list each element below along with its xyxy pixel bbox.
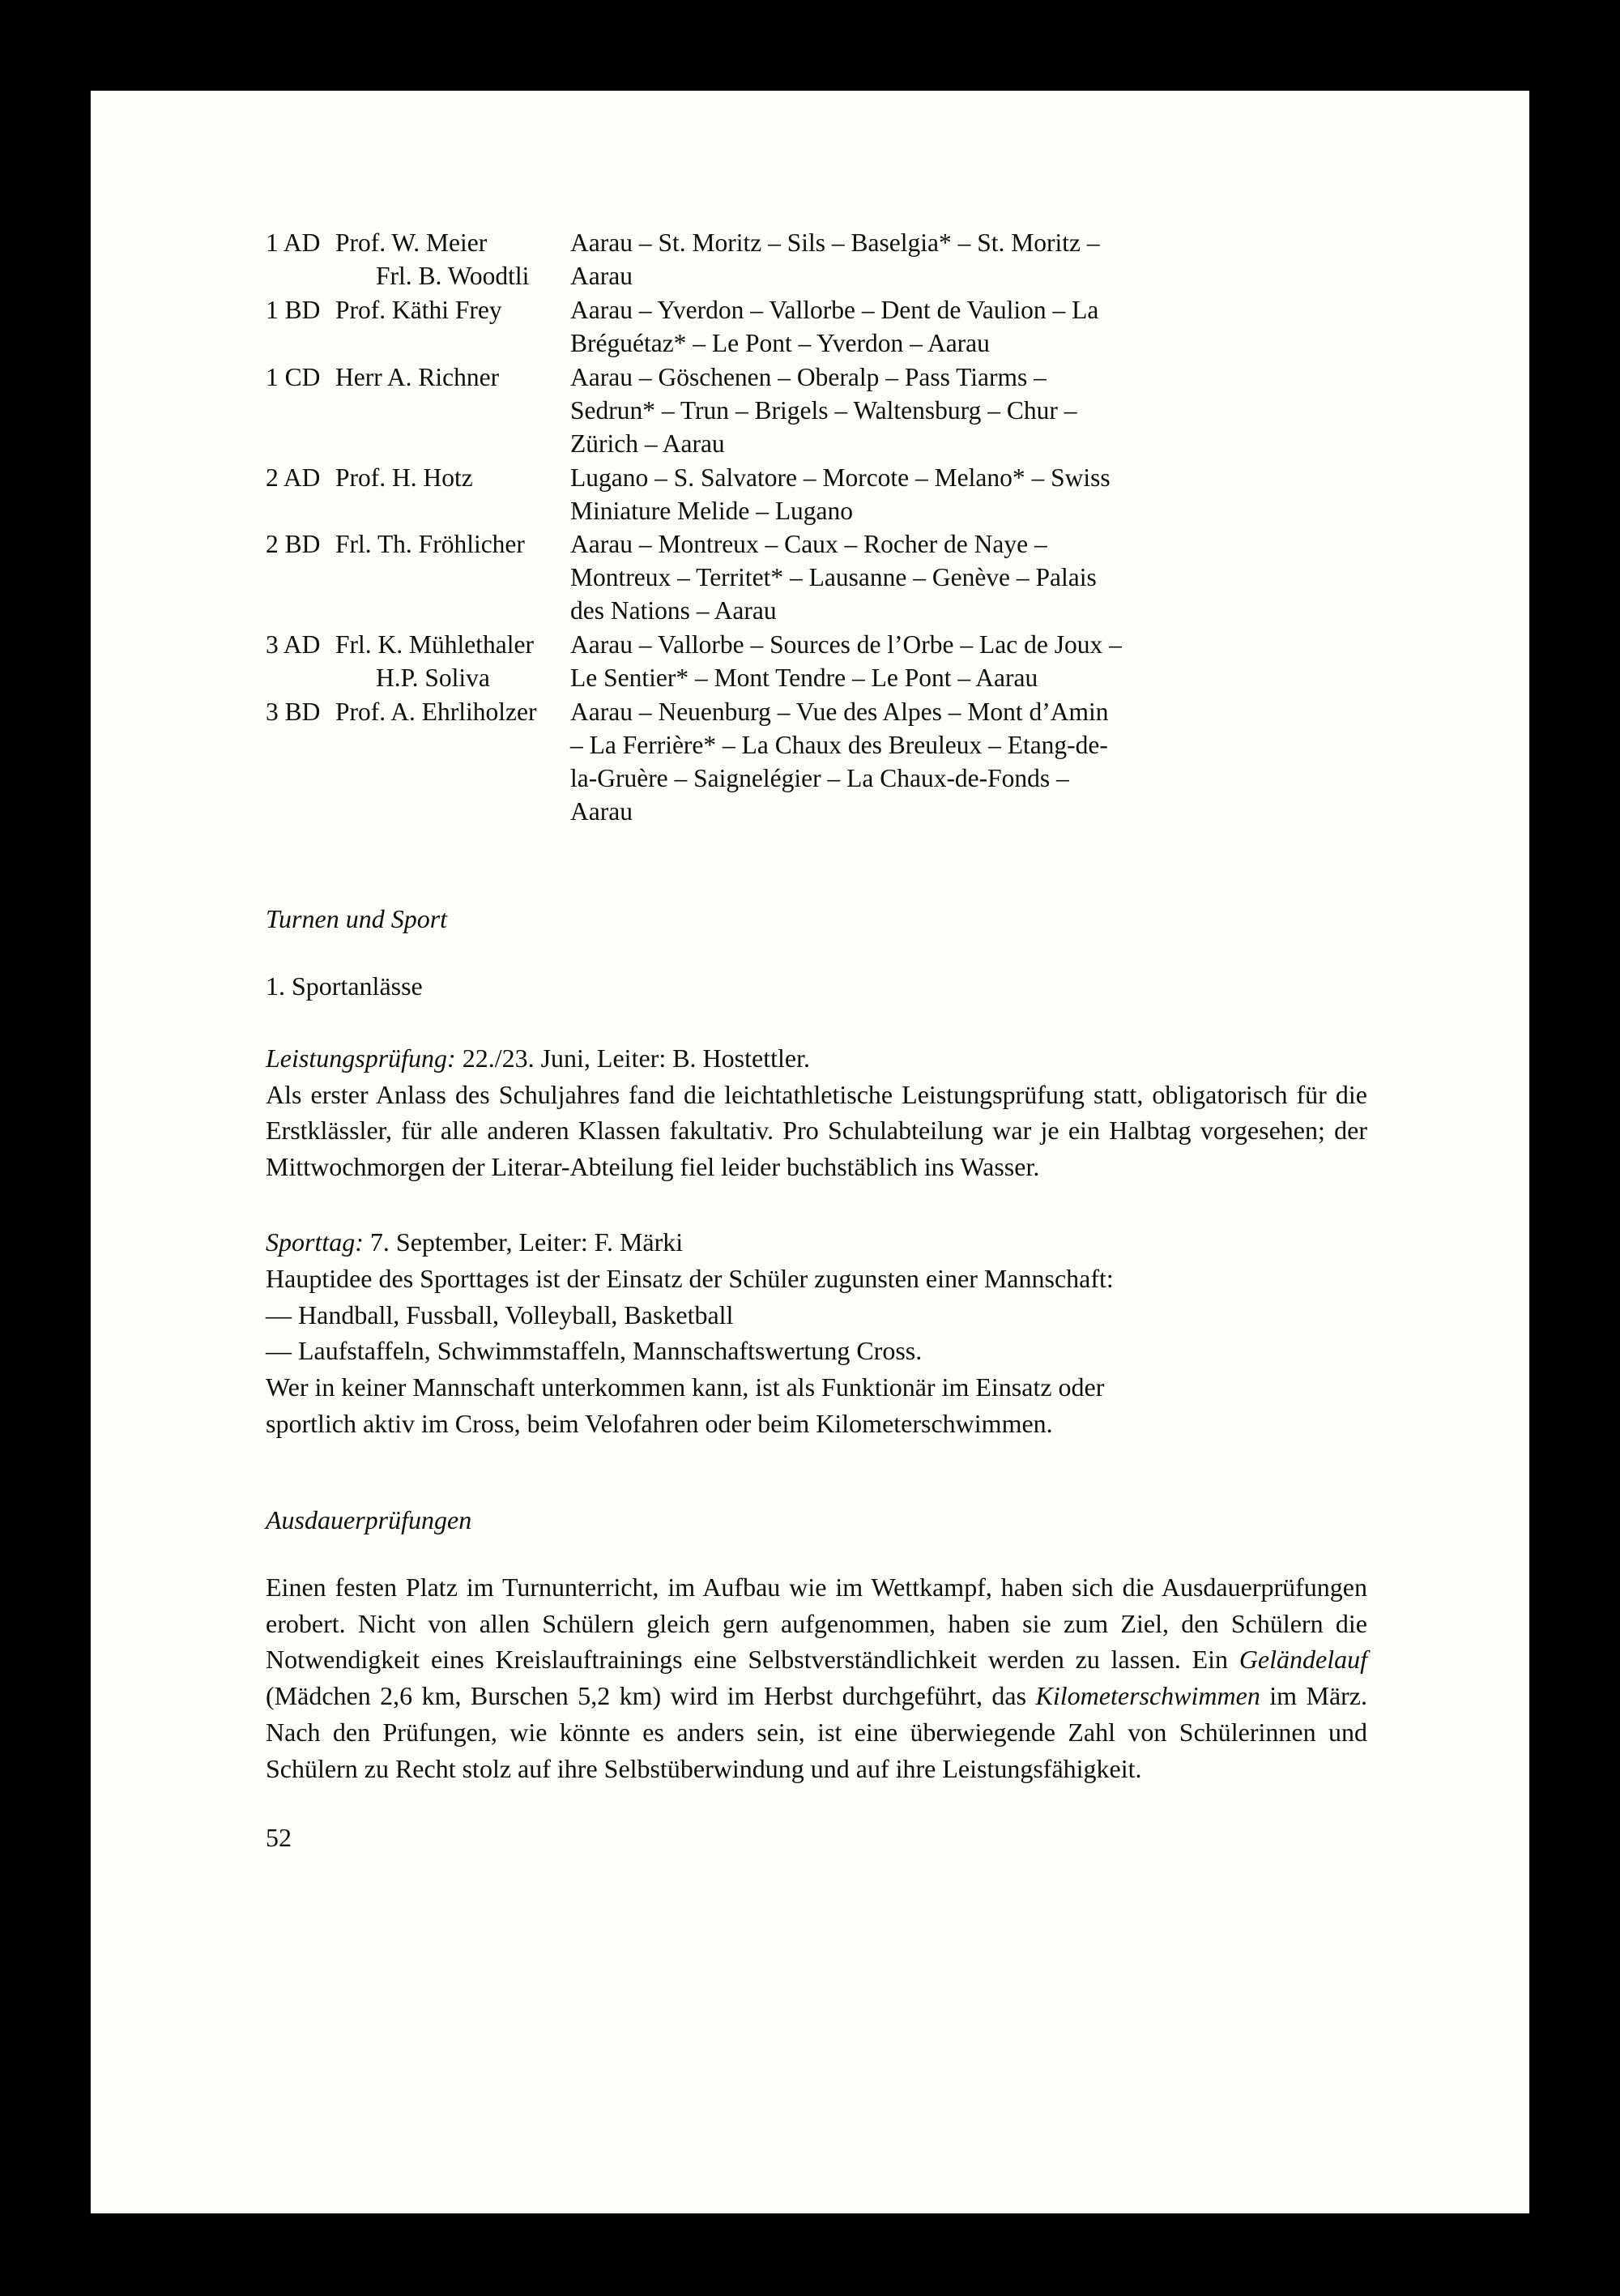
excursion-route bbox=[570, 629, 1367, 696]
excursion-route bbox=[570, 361, 1367, 462]
endurance-italic-gelaendelauf: Geländelauf bbox=[1238, 1645, 1367, 1675]
event-heading-leistungspruefung bbox=[266, 1040, 1367, 1077]
excursion-code: 2 AD bbox=[266, 463, 321, 492]
excursion-code: 3 BD bbox=[266, 698, 321, 727]
event-heading-sporttag bbox=[266, 1224, 1367, 1261]
table-row bbox=[266, 629, 1367, 696]
event-label-rest: 7. September, Leiter: F. Märki bbox=[363, 1227, 684, 1257]
leader-primary: Prof. W. Meier bbox=[335, 228, 488, 257]
endurance-text-3: im März. Nach den Prüfungen, wie könnte es anders sein, ist eine überwiegende Zahl von Schülerinnen und Schülern zu Recht stolz auf ihre Selbstüberwindung und auf ihre Leistungsfähigkeit. bbox=[266, 1681, 1368, 1783]
route-line: Miniature Melide – Lugano bbox=[570, 496, 854, 525]
endurance-text-1: Einen festen Platz im Turnunterricht, im Aufbau wie im Wettkampf, haben sich die Ausdauerprüfungen erobert. Nicht von allen Schülern gleich gern aufgenommen, haben sie zum Ziel, den Schülern die Notwendigkeit eines Kreislauftrainings eine Selbstverständlichkeit werden zu lassen. Ein bbox=[266, 1572, 1367, 1675]
leader-primary: Prof. A. Ehrliholzer bbox=[335, 698, 537, 727]
leader-primary: Herr A. Richner bbox=[335, 362, 500, 391]
excursion-route bbox=[570, 528, 1367, 629]
table-row bbox=[266, 696, 1367, 830]
subheading-ausdauerpruefungen: Ausdauerprüfungen bbox=[266, 1504, 472, 1534]
route-line: des Nations – Aarau bbox=[570, 596, 777, 625]
route-line: Aarau – Göschenen – Oberalp – Pass Tiarms – bbox=[570, 362, 1047, 391]
body-line: Wer in keiner Mannschaft unterkommen kann, ist als Funktionär im Einsatz oder bbox=[266, 1372, 1105, 1402]
body-line: sportlich aktiv im Cross, beim Velofahren oder beim Kilometerschwimmen. bbox=[266, 1409, 1053, 1439]
endurance-italic-kilometerschwimmen: Kilometerschwimmen bbox=[1035, 1681, 1260, 1711]
body-line: — Laufstaffeln, Schwimmstaffeln, Mannschaftswertung Cross. bbox=[266, 1336, 923, 1366]
leader-primary: Frl. Th. Fröhlicher bbox=[335, 530, 525, 559]
excursion-leaders bbox=[335, 629, 570, 696]
route-line: Sedrun* – Trun – Brigels – Waltensburg – Chur – bbox=[570, 395, 1077, 425]
route-line: Aarau bbox=[570, 796, 633, 826]
event-body-sporttag bbox=[266, 1261, 1367, 1442]
table-row bbox=[266, 227, 1367, 294]
excursion-code: 1 BD bbox=[266, 295, 321, 324]
endurance-text-2: (Mädchen 2,6 km, Burschen 5,2 km) wird im Herbst durchgeführt, das bbox=[266, 1681, 1036, 1711]
route-line: Zürich – Aarau bbox=[570, 429, 725, 458]
route-line: Bréguétaz* – Le Pont – Yverdon – Aarau bbox=[570, 328, 990, 357]
excursion-leaders bbox=[335, 294, 570, 361]
body-line: — Handball, Fussball, Volleyball, Basketball bbox=[266, 1300, 734, 1329]
excursion-route bbox=[570, 227, 1367, 294]
table-row bbox=[266, 462, 1367, 529]
body-line: Hauptidee des Sporttages ist der Einsatz der Schüler zugunsten einer Mannschaft: bbox=[266, 1263, 1114, 1293]
excursion-code: 3 AD bbox=[266, 630, 321, 659]
leader-primary: Frl. K. Mühlethaler bbox=[335, 630, 534, 659]
excursion-code: 1 AD bbox=[266, 228, 321, 257]
route-line: Aarau – St. Moritz – Sils – Baselgia* – St. Moritz – bbox=[570, 228, 1100, 257]
leader-secondary: Frl. B. Woodtli bbox=[376, 261, 530, 290]
leader-primary: Prof. H. Hotz bbox=[335, 463, 473, 492]
route-line: Aarau – Vallorbe – Sources de l’Orbe – Lac de Joux – bbox=[570, 630, 1122, 659]
excursion-leaders bbox=[335, 696, 570, 830]
excursion-code: 2 BD bbox=[266, 530, 321, 559]
table-row bbox=[266, 361, 1367, 462]
route-line: – La Ferrière* – La Chaux des Breuleux – Etang-de- bbox=[570, 731, 1108, 760]
route-line: Aarau – Montreux – Caux – Rocher de Naye – bbox=[570, 530, 1047, 559]
route-line: Aarau – Yverdon – Vallorbe – Dent de Vaulion – La bbox=[570, 295, 1099, 324]
route-line: Montreux – Territet* – Lausanne – Genève – Palais bbox=[570, 563, 1097, 592]
excursion-code: 1 CD bbox=[266, 362, 321, 391]
page-content bbox=[266, 227, 1367, 1853]
leader-secondary: H.P. Soliva bbox=[376, 664, 490, 693]
excursions-body bbox=[266, 227, 1367, 830]
excursion-route bbox=[570, 696, 1367, 830]
route-line: Le Sentier* – Mont Tendre – Le Pont – Aarau bbox=[570, 664, 1038, 693]
event-label: Sporttag: bbox=[266, 1227, 364, 1257]
section-title-sport: Turnen und Sport bbox=[266, 903, 448, 933]
excursion-leaders bbox=[335, 227, 570, 294]
event-label-rest: 22./23. Juni, Leiter: B. Hostettler. bbox=[455, 1043, 810, 1073]
table-row bbox=[266, 528, 1367, 629]
excursion-route bbox=[570, 294, 1367, 361]
excursion-leaders bbox=[335, 462, 570, 529]
excursions-table bbox=[266, 227, 1367, 830]
endurance-body bbox=[266, 1569, 1367, 1787]
route-line: Lugano – S. Salvatore – Morcote – Melano* – Swiss bbox=[570, 463, 1111, 492]
excursion-route bbox=[570, 462, 1367, 529]
event-label: Leistungsprüfung: bbox=[266, 1043, 456, 1073]
route-line: la-Gruère – Saignelégier – La Chaux-de-Fonds – bbox=[570, 764, 1069, 792]
route-line: Aarau – Neuenburg – Vue des Alpes – Mont d’Amin bbox=[570, 698, 1109, 727]
leader-primary: Prof. Käthi Frey bbox=[335, 295, 502, 324]
excursion-leaders bbox=[335, 528, 570, 629]
route-line: Aarau bbox=[570, 261, 633, 290]
subheading-sportanlaesse: 1. Sportanlässe bbox=[266, 971, 423, 1001]
page-number: 52 bbox=[266, 1822, 292, 1852]
table-row bbox=[266, 294, 1367, 361]
document-page bbox=[91, 91, 1529, 2213]
excursion-leaders bbox=[335, 361, 570, 462]
event-body-leistungspruefung: Als erster Anlass des Schuljahres fand die leichtathletische Leistungsprüfung statt, obligatorisch für die Erstklässler, für alle anderen Klassen fakultativ. Pro Schulabteilung war je ein Halbtag vorgesehen; der Mittwochmorgen der Literar-Abteilung fiel leider buchstäblich ins Wasser. bbox=[266, 1079, 1367, 1182]
